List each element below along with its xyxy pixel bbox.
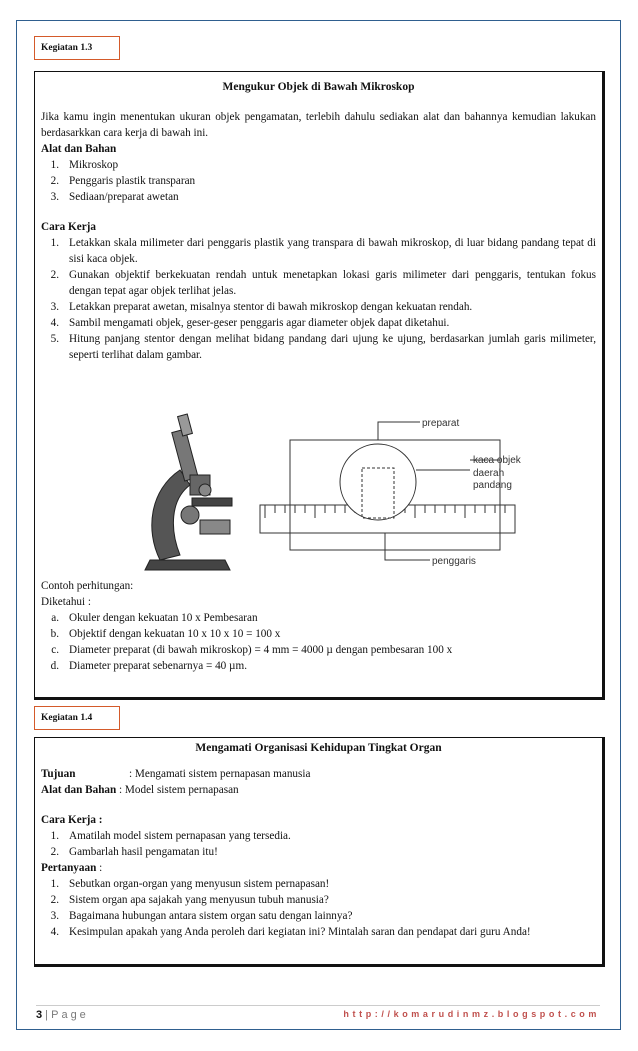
list-item: 1. Sebutkan organ-organ yang menyusun sistem pernapasan!	[50, 878, 330, 890]
label-preparat: preparat	[422, 418, 460, 429]
steps-list	[41, 235, 596, 363]
steps-list	[41, 828, 596, 860]
list-item: 3. Bagaimana hubungan antara sistem organ satu dengan lainnya?	[50, 910, 353, 922]
microscope-icon	[145, 414, 232, 570]
label-daerah: daerah	[473, 468, 505, 479]
goal-row: Tujuan : Mengamati sistem pernapasan manusia	[41, 768, 311, 780]
materials-row: Alat dan Bahan : Model sistem pernapasan	[41, 784, 239, 796]
steps-heading: Cara Kerja	[41, 221, 96, 233]
list-item: 4. Sambil mengamati objek, geser-geser penggaris agar diameter objek dapat diketahui.	[50, 317, 450, 329]
microscope-ruler-figure	[130, 410, 550, 580]
list-item: 3. Letakkan preparat awetan, misalnya stentor di bawah mikroskop dengan kekuatan rendah.	[50, 301, 473, 313]
activity-box	[34, 737, 605, 967]
intro-text: Jika kamu ingin menentukan ukuran objek pengamatan, terlebih dahulu sediakan alat dan bahannya kemudian lakukan berdasarkkan cara kerja di bawah ini.	[41, 111, 596, 139]
given-heading: Diketahui :	[41, 596, 92, 608]
materials-list	[41, 157, 596, 205]
list-item: c. Diameter preparat (di bawah mikroskop) = 4 mm = 4000 µ dengan pembesaran 100 x	[51, 644, 453, 656]
activity-title: Mengamati Organisasi Kehidupan Tingkat Organ	[195, 742, 442, 754]
questions-heading: Pertanyaan :	[41, 862, 103, 874]
steps-heading: Cara Kerja :	[41, 814, 103, 826]
page-footer	[36, 1005, 600, 1022]
footer-url[interactable]: http://komarudinmz.blogspot.com	[343, 1009, 600, 1019]
list-item: 1. Letakkan skala milimeter dari penggaris plastik yang transpara di bawah mikroskop, di luar bidang pandang tepat di sisi kaca objek.	[50, 237, 596, 265]
list-item: 5. Hitung panjang stentor dengan melihat bidang pandang dari ujung ke ujung, berdasarkan jumlah garis milimeter, seperti terlihat dalam gambar.	[50, 333, 596, 361]
list-item: 2. Penggaris plastik transparan	[50, 175, 196, 187]
questions-list	[41, 876, 596, 940]
label-pandang: pandang	[473, 480, 512, 491]
activity-tag: Kegiatan 1.4	[34, 706, 120, 730]
label-penggaris: penggaris	[432, 556, 476, 567]
activity-tag: Kegiatan 1.3	[34, 36, 120, 60]
list-item: 2. Sistem organ apa sajakah yang menyusun tubuh manusia?	[50, 894, 329, 906]
list-item: b. Objektif dengan kekuatan 10 x 10 x 10 = 100 x	[50, 628, 281, 640]
example-heading: Contoh perhitungan:	[41, 580, 134, 592]
activity-title: Mengukur Objek di Bawah Mikroskop	[222, 81, 415, 93]
activity-box	[34, 71, 605, 700]
list-item: 2. Gunakan objektif berkekuatan rendah untuk menetapkan lokasi garis milimeter dari penggaris, tentukan fokus dengan tepat agar objek terlihat jelas.	[50, 269, 596, 297]
given-list	[41, 610, 596, 674]
list-item: 1. Amatilah model sistem pernapasan yang tersedia.	[50, 830, 291, 842]
list-item: a. Okuler dengan kekuatan 10 x Pembesaran	[51, 612, 258, 624]
page-number: 3 | Page	[36, 1009, 89, 1021]
list-item: 1. Mikroskop	[50, 159, 119, 171]
list-item: d. Diameter preparat sebenarnya = 40 µm.	[50, 660, 248, 672]
label-kaca-objek: kaca objek	[473, 455, 521, 466]
list-item: 4. Kesimpulan apakah yang Anda peroleh dari kegiatan ini? Mintalah saran dan pendapat dari guru Anda!	[50, 926, 531, 938]
list-item: 3. Sediaan/preparat awetan	[50, 191, 179, 203]
list-item: 2. Gambarlah hasil pengamatan itu!	[50, 846, 218, 858]
materials-heading: Alat dan Bahan	[41, 143, 117, 155]
